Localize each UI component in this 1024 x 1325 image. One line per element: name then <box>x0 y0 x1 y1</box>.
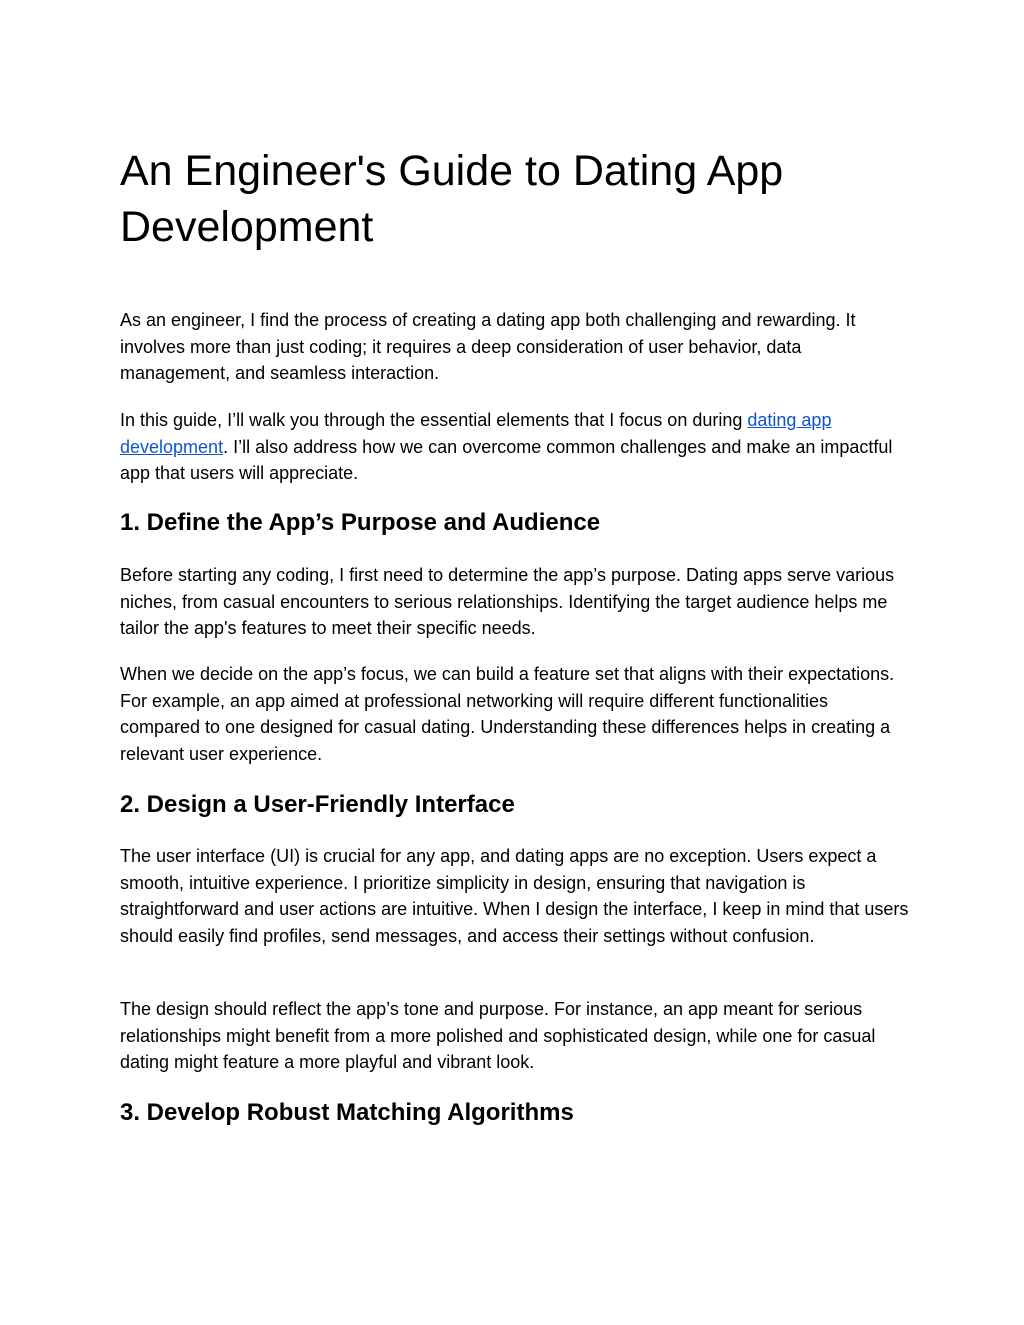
document-title: An Engineer's Guide to Dating App Development <box>120 147 784 251</box>
intro-paragraph-2-text-after: . I’ll also address how we can overcome common challenges and make an impactful app that users will appreciate. <box>120 436 893 483</box>
intro-paragraph-1: As an engineer, I find the process of creating a dating app both challenging and rewarding. It involves more than just coding; it requires a deep consideration of user behavior, data management, and seamless interaction. <box>120 310 856 383</box>
section-2-paragraph-2: The design should reflect the app’s tone and purpose. For instance, an app meant for serious relationships might benefit from a more polished and sophisticated design, while one for casual dating might feature a more playful and vibrant look. <box>120 999 876 1072</box>
section-1-paragraph-1: Before starting any coding, I first need to determine the app’s purpose. Dating apps serve various niches, from casual encounters to serious relationships. Identifying the target audience helps me tailor the app's features to meet their specific needs. <box>120 565 895 638</box>
section-1-heading: 1. Define the App’s Purpose and Audience <box>120 509 601 536</box>
section-2-paragraph-1: The user interface (UI) is crucial for any app, and dating apps are no exception. Users expect a smooth, intuitive experience. I prioritize simplicity in design, ensuring that navigation is straightforward and user actions are intuitive. When I design the interface, I keep in mind that users should easily find profiles, send messages, and access their settings without confusion. <box>120 846 909 946</box>
intro-paragraph-2-text-before: In this guide, I’ll walk you through the essential elements that I focus on during <box>120 410 748 430</box>
intro-paragraph-2 <box>120 407 910 487</box>
dating-app-development-link[interactable]: dating app development <box>120 410 832 457</box>
section-1-paragraph-2: When we decide on the app’s focus, we can build a feature set that aligns with their expectations. For example, an app aimed at professional networking will require different functionalities compared to one designed for casual dating. Understanding these differences helps in creating a relevant user experience. <box>120 664 895 764</box>
section-3-heading: 3. Develop Robust Matching Algorithms <box>120 1099 574 1126</box>
section-2-heading: 2. Design a User-Friendly Interface <box>120 791 515 818</box>
